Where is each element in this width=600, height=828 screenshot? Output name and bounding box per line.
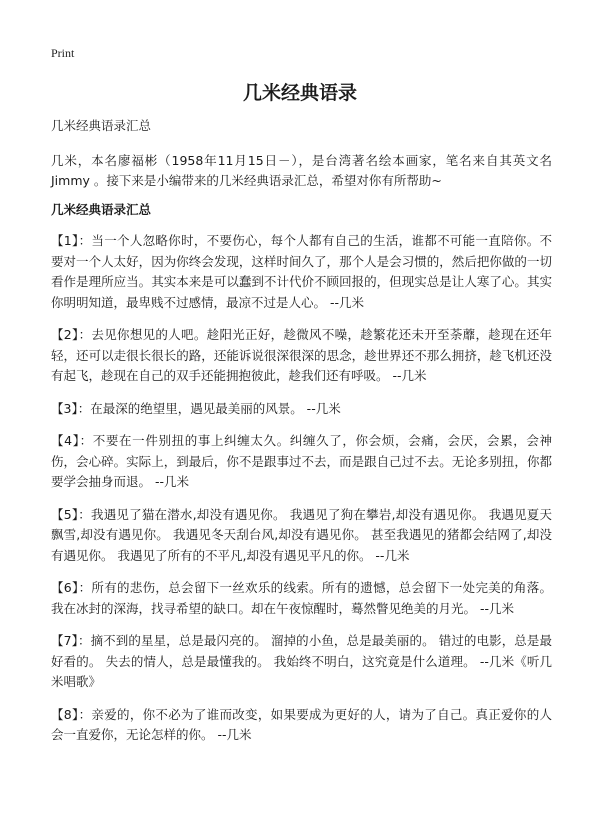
article-subtitle: 几米经典语录汇总: [51, 118, 152, 133]
intro-paragraph: 几米，本名廖福彬（1958年11月15日－），是台湾著名绘本画家，笔名来自其英文名Jimmy 。接下来是小编带来的几米经典语录汇总，希望对你有所帮助~: [51, 153, 552, 188]
quote-number: 【1】：: [51, 233, 92, 248]
quote-item: [51, 431, 552, 493]
quote-number: 【2】：: [51, 327, 92, 342]
quote-number: 【5】：: [51, 506, 92, 522]
quote-number: 【6】：: [51, 580, 92, 595]
quote-item: [51, 231, 552, 313]
quote-text: 亲爱的，你不必为了谁而改变，如果要成为更好的人，请为了自己。真正爱你的人会一直爱你，无论怎样的你。 --几米: [51, 706, 552, 742]
quote-text: 当一个人忽略你时，不要伤心，每个人都有自己的生活，谁都不可能一直陪你。不要对一个人太好，因为你终会发现，这样时间久了，那个人是会习惯的，然后把你做的一切看作是理所应当。其实本来是可以蠢到不计代价不顾回报的，但现实总是让人寒了心。其实你明明知道，最卑贱不过感情，最凉不过是人心。 --几米: [51, 233, 552, 310]
quote-number: 【3】：: [51, 400, 91, 416]
page-title: 几米经典语录: [242, 82, 357, 104]
quote-number: 【7】：: [51, 633, 91, 648]
quote-item: [51, 399, 552, 420]
quote-number: 【8】：: [51, 706, 92, 722]
quote-item: [51, 505, 552, 567]
print-link[interactable]: Print: [51, 46, 75, 60]
quote-text: 摘不到的星星，总是最闪亮的。 溜掉的小鱼，总是最美丽的。 错过的电影，总是最好看的。 失去的情人，总是最懂我的。 我始终不明白，这究竟是什么道理。 --几米《听几米唱歌》: [51, 633, 552, 689]
quote-text: 在最深的绝望里，遇见最美丽的风景。 --几米: [90, 400, 341, 416]
quote-text: 我遇见了猫在潜水,却没有遇见你。 我遇见了狗在攀岩,却没有遇见你。 我遇见夏天飘雪,却没有遇见你。 我遇见冬天刮台风,却没有遇见你。 甚至我遇见的猪都会结网了,却没有遇见你。 我遇见了所有的不平凡,却没有遇见平凡的你。 --几米: [51, 506, 553, 563]
quote-item: [51, 325, 552, 387]
quote-number: 【4】：: [51, 433, 93, 448]
section-heading: 几米经典语录汇总: [51, 202, 152, 217]
quote-text: 不要在一件别扭的事上纠缠太久。纠缠久了，你会烦，会痛，会厌，会累，会神伤，会心碎。实际上，到最后，你不是跟事过不去，而是跟自己过不去。无论多别扭，你都要学会抽身而退。 --几米: [51, 433, 552, 489]
quote-item: [51, 631, 552, 693]
article-body: [51, 118, 552, 758]
quote-item: [51, 578, 552, 619]
quote-text: 所有的悲伤，总会留下一丝欢乐的线索。所有的遗憾，总会留下一处完美的角落。我在冰封的深海，找寻希望的缺口。却在午夜惊醒时，蓦然瞥见绝美的月光。 --几米: [51, 580, 552, 616]
quote-text: 去见你想见的人吧。趁阳光正好，趁微风不噪，趁繁花还未开至荼蘼，趁现在还年轻，还可以走很长很长的路，还能诉说很深很深的思念，趁世界还不那么拥挤，趁飞机还没有起飞，趁现在自己的双手还能拥抱彼此，趁我们还有呼吸。 --几米: [51, 327, 552, 383]
quote-item: [51, 705, 552, 746]
